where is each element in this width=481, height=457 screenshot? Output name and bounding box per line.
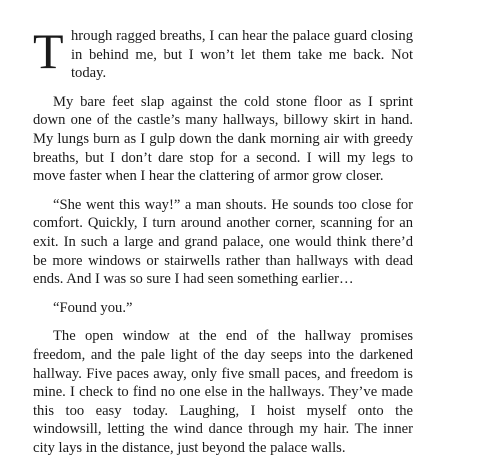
story-page [33, 23, 413, 457]
paragraph-3: “She went this way!” a man shouts. He sounds too close for comfort. Quickly, I turn around another corner, scanning for an exit. In such a large and grand palace, one would think there’d be more windows or stairwells rather than hallways with dead ends. And I was so sure I had seen something earlier… [33, 196, 413, 288]
paragraph-1 [33, 23, 413, 83]
paragraph-2: My bare feet slap against the cold stone floor as I sprint down one of the castle’s many hallways, billowy skirt in hand. My lungs burn as I gulp down the dank morning air with greedy breaths, but I don’t dare stop for a second. I will my legs to move faster when I hear the clattering of armor grow closer. [33, 93, 413, 185]
paragraph-4: “Found you.” [53, 299, 133, 316]
paragraph-5: The open window at the end of the hallway promises freedom, and the pale light of the day seeps into the darkened hallway. Five paces away, only five small paces, and freedom is mine. I check to find no one else in the hallways. They’ve made this too easy today. Laughing, I hoist myself onto the windowsill, letting the wind dance through my hair. The inner city lays in the distance, just beyond the palace walls. [33, 328, 413, 456]
paragraph-1-text: hrough ragged breaths, I can hear the palace guard closing in behind me, but I won’t let them take me back. Not today. [71, 28, 413, 82]
drop-cap: T [33, 23, 64, 79]
